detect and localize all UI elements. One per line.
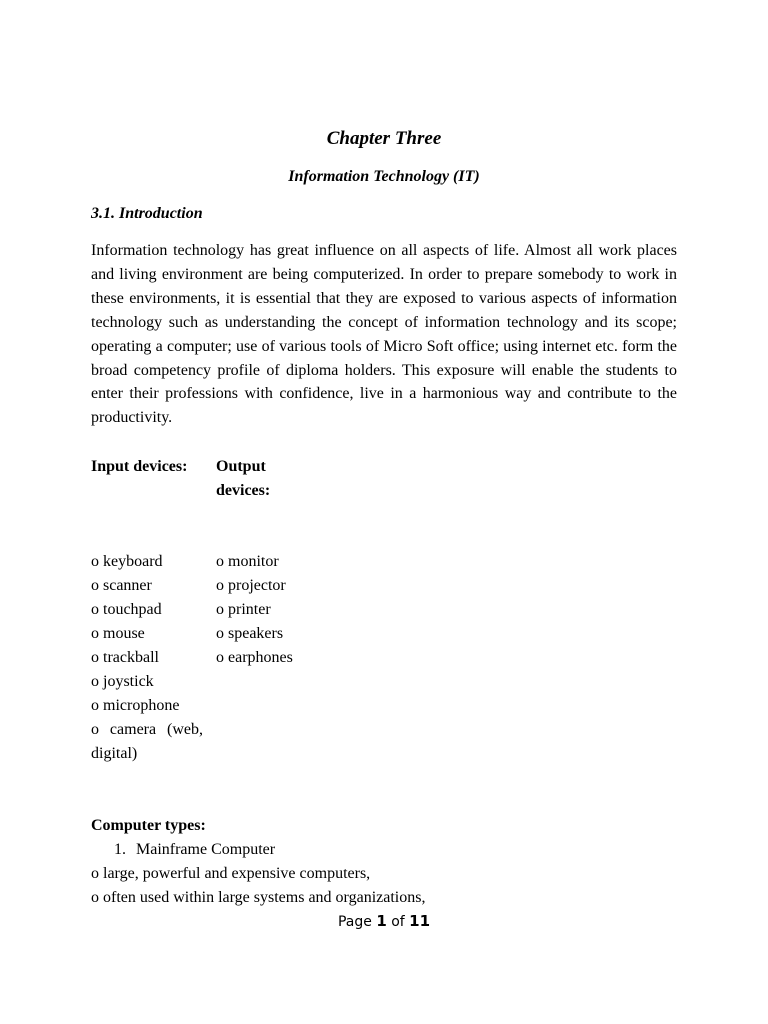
type-detail-line: o large, powerful and expensive computers,	[91, 865, 371, 882]
numbered-list-item	[114, 838, 275, 862]
page-footer	[0, 910, 768, 933]
page-word: Page	[337, 914, 372, 930]
output-devices-list	[216, 550, 336, 670]
output-devices-heading: Output devices:	[216, 458, 271, 499]
list-item: o trackball	[91, 649, 159, 666]
of-word: of	[391, 914, 405, 930]
list-item: o earphones	[216, 649, 293, 666]
list-item: o microphone	[91, 697, 180, 714]
list-item-label: Mainframe Computer	[136, 841, 276, 858]
list-item: o mouse	[91, 625, 145, 642]
computer-types-heading: Computer types:	[91, 817, 206, 834]
intro-paragraph: Information technology has great influence on all aspects of life. Almost all work places and living environment are being computerized. In order to prepare somebody to work in these environments, it is essential that they are exposed to various aspects of information technology such as understanding the concept of information technology and its scope; operating a computer; use of various tools of Micro Soft office; using internet etc. form the broad competency profile of diploma holders. This exposure will enable the students to enter their professions with confidence, live in a harmonious way and contribute to the productivity.	[91, 242, 677, 427]
list-item: o joystick	[91, 673, 154, 690]
list-item: o keyboard	[91, 553, 163, 570]
section-heading: 3.1. Introduction	[91, 205, 203, 222]
list-number: 1.	[114, 841, 126, 858]
list-item: o monitor	[216, 553, 279, 570]
list-item: o projector	[216, 577, 286, 594]
type-detail-line: o often used within large systems and organizations,	[91, 889, 426, 906]
chapter-title: Chapter Three	[326, 128, 442, 149]
total-pages-number: 11	[409, 912, 431, 930]
list-item: o scanner	[91, 577, 152, 594]
list-item: o printer	[216, 601, 271, 618]
list-item: o touchpad	[91, 601, 162, 618]
input-devices-heading: Input devices:	[91, 458, 188, 475]
input-devices-list	[91, 550, 203, 766]
list-item: o camera (web, digital)	[91, 721, 203, 762]
chapter-subtitle: Information Technology (IT)	[288, 168, 480, 185]
list-item: o speakers	[216, 625, 284, 642]
current-page-number: 1	[376, 912, 387, 930]
